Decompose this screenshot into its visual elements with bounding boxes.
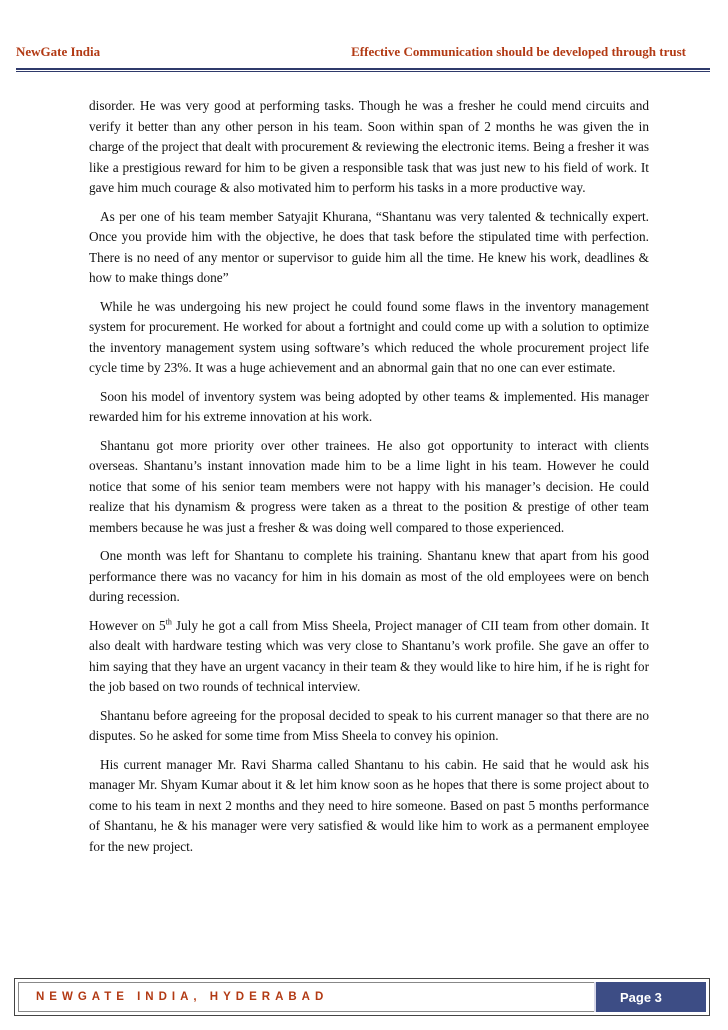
paragraph — [89, 616, 649, 698]
footer-company-location: NEWGATE INDIA, HYDERABAD — [36, 991, 329, 1003]
page-footer — [14, 978, 710, 1016]
page-number-box — [594, 982, 706, 1012]
paragraph: Soon his model of inventory system was being adopted by other teams & implemented. His manager rewarded him for his extreme innovation at his work. — [89, 388, 649, 424]
paragraph: As per one of his team member Satyajit Khurana, “Shantanu was very talented & technically expert. Once you provide him with the objective, he does that task before the stipulated time with perfection. There is no need of any mentor or supervisor to guide him all the time. He knew his work, deadlines & how to make things done” — [89, 208, 649, 285]
page-number: Page 3 — [620, 990, 662, 1005]
header-company-name: NewGate India — [16, 44, 101, 59]
header-divider — [16, 71, 710, 72]
paragraph: Shantanu got more priority over other trainees. He also got opportunity to interact with clients overseas. Shantanu’s instant innovation made him to be a lime light in his team. However he could notice that some of his senior team members were not happy with his manager’s decision. He could realize that his dynamism & progress were taken as a threat to the position & prestige of other team members because he was just a fresher & was doing well compared to those experienced. — [89, 437, 649, 535]
ordinal-superscript: th — [165, 617, 172, 627]
paragraph: One month was left for Shantanu to complete his training. Shantanu knew that apart from his good performance there was no vacancy for him in his domain as most of the old employees were on bench during recession. — [89, 548, 649, 604]
paragraph-text: July he got a call from Miss Sheela, Project manager of CII team from other domain. It also dealt with hardware testing which was very close to Shantanu’s work profile. She gave an offer to him saying that they have an urgent vacancy in their team & they would like to hire him, if he is right for the job based on two rounds of technical interview. — [89, 617, 650, 694]
page-header — [16, 42, 710, 70]
paragraph: Shantanu before agreeing for the proposal decided to speak to his current manager so that there are no disputes. So he asked for some time from Miss Sheela to convey his opinion. — [89, 707, 649, 743]
paragraph: disorder. He was very good at performing tasks. Though he was a fresher he could mend circuits and verify it better than any other person in his team. Soon within span of 2 months he was given the in charge of the project that dealt with procurement & reviewing the electronic items. Being a fresher it was like a prestigious reward for him to be given a responsible task that was just new to his field of work. It gave him much courage & also motivated him to perform his tasks in a more productive way. — [89, 98, 649, 195]
paragraph-text: However on 5 — [89, 617, 166, 633]
header-title: Effective Communication should be developed through trust — [351, 44, 686, 59]
paragraph: While he was undergoing his new project he could found some flaws in the inventory management system for procurement. He worked for about a fortnight and could come up with a solution to optimize the inventory management system using software’s which reduced the whole procurement project life cycle time by 23%. It was a huge achievement and an abnormal gain that no one can ever estimate. — [89, 298, 649, 375]
paragraph: His current manager Mr. Ravi Sharma called Shantanu to his cabin. He said that he would ask his manager Mr. Shyam Kumar about it & let him know soon as he hopes that there is some project about to come to his team in next 2 months and they need to hire someone. Based on past 5 months performance of Shantanu, he & his manager were very satisfied & would like him to work as a permanent employee for the new project. — [89, 756, 649, 854]
document-body — [89, 96, 649, 865]
